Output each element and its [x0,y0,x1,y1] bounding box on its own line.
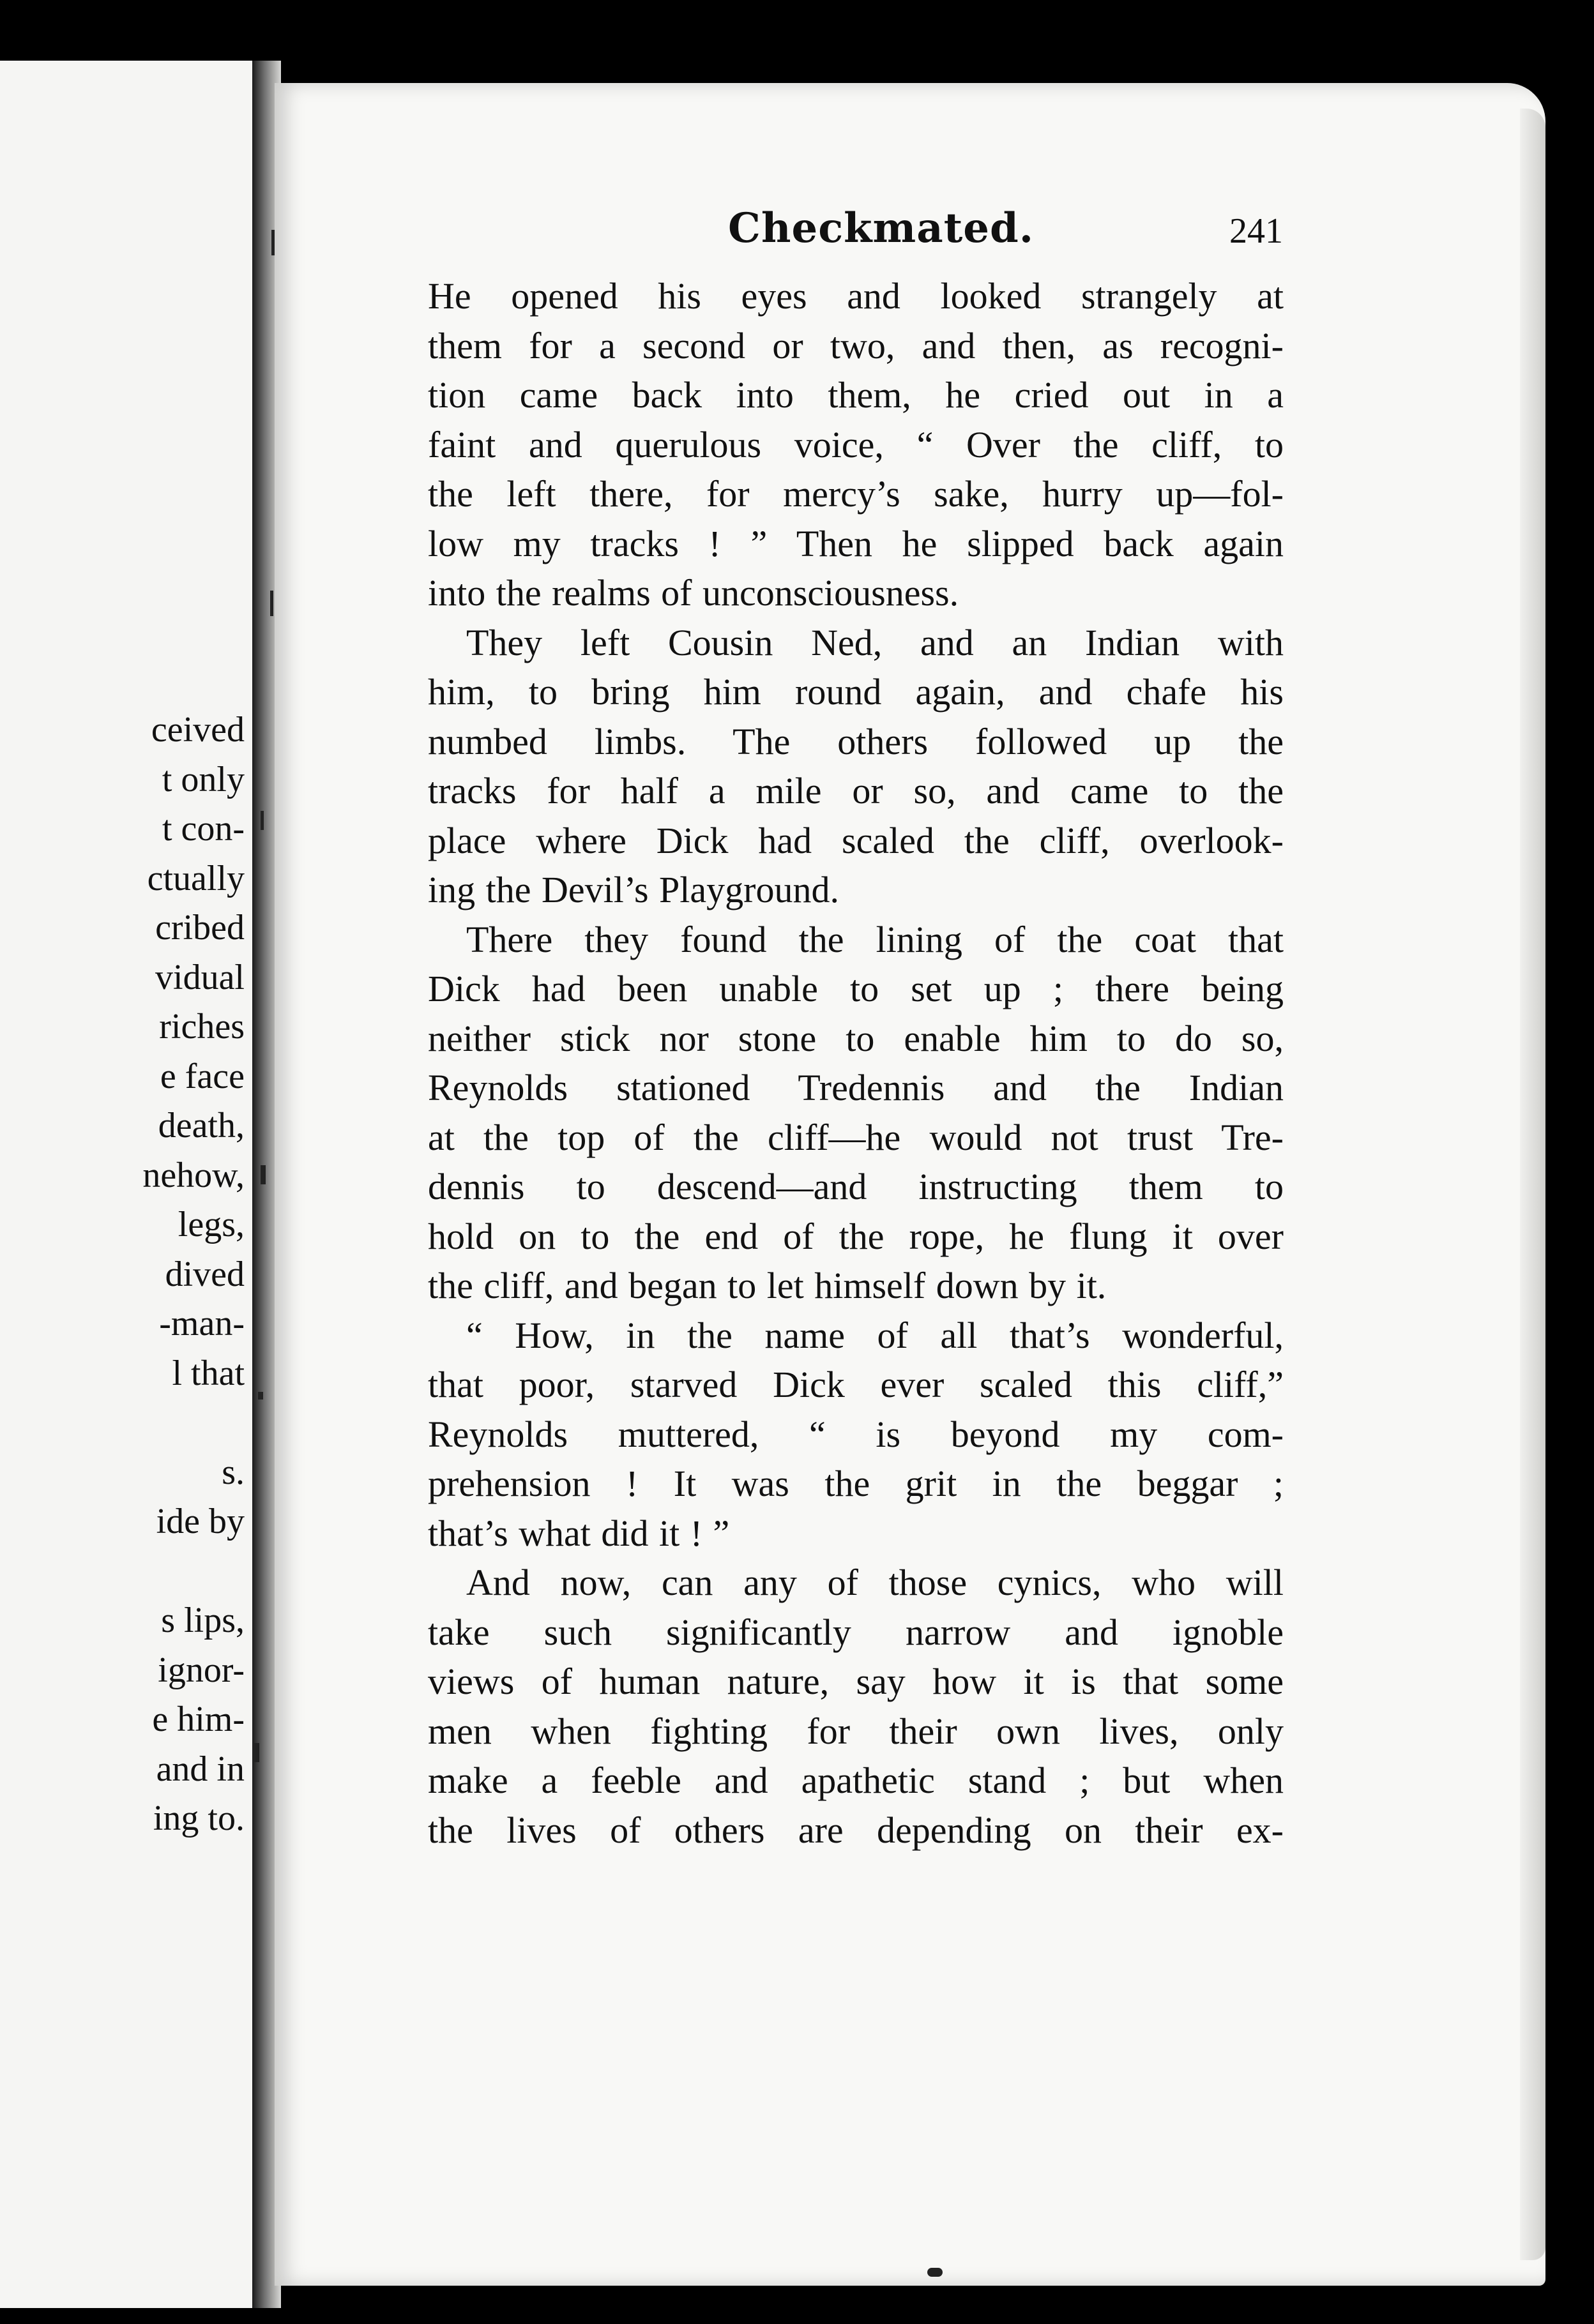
text-line: them for a second or two, and then, as recogni- [428,324,1284,366]
gutter-mark [261,1165,266,1184]
text-line: views of human nature, say how it is that some [428,1661,1284,1702]
text-line: the left there, for mercy’s sake, hurry up—fol- [428,473,1284,515]
gutter-mark [254,1743,259,1762]
left-page-line: nehow, [142,1155,245,1195]
text-line: the lives of others are depending on their ex- [428,1809,1284,1851]
left-page-line: and in [156,1749,245,1789]
left-page-line: legs, [178,1205,245,1244]
text-line: hold on to the end of the rope, he flung it over [428,1215,1284,1257]
bottom-speck [927,2268,943,2277]
left-page-line: cribed [155,908,245,947]
text-line: “ How, in the name of all that’s wonderful, [466,1314,1284,1356]
text-line: the cliff, and began to let himself down by it. [428,1265,1107,1306]
text-line: dennis to descend—and instructing them to [428,1166,1284,1207]
left-page-line: ide by [156,1502,245,1541]
left-page-line: vidual [155,957,245,997]
left-page-line: riches [159,1007,245,1046]
text-line: And now, can any of those cynics, who will [466,1562,1284,1603]
text-line: He opened his eyes and looked strangely at [428,275,1284,317]
left-page-line: s lips, [161,1601,245,1640]
left-page-line: ignor- [158,1650,245,1690]
page-number: 241 [1229,211,1283,251]
text-line: place where Dick had scaled the cliff, overlook- [428,819,1284,861]
text-line: that poor, starved Dick ever scaled this cliff,” [428,1364,1284,1405]
text-line: neither stick nor stone to enable him to do so, [428,1017,1284,1059]
gutter-mark [261,811,264,830]
text-line: tion came back into them, he cried out in a [428,374,1284,416]
left-page-line: e face [160,1056,245,1096]
left-page-line: ctually [147,858,245,898]
text-line: Reynolds muttered, “ is beyond my com- [428,1413,1284,1455]
text-line: that’s what did it ! ” [428,1512,730,1554]
left-page-line: l that [172,1353,245,1393]
text-line: ing the Devil’s Playground. [428,869,839,910]
text-line: tracks for half a mile or so, and came to the [428,770,1284,811]
text-line: Dick had been unable to set up ; there being [428,968,1284,1009]
left-facing-page [0,61,256,2308]
text-line: low my tracks ! ” Then he slipped back again [428,522,1284,564]
text-line: Reynolds stationed Tredennis and the Indian [428,1067,1284,1108]
left-page-line: ing to. [153,1799,245,1838]
body-text [428,271,1284,1855]
running-head: Checkmated. [728,204,1034,252]
gutter-mark [271,230,275,255]
gutter-mark [270,591,273,616]
left-page-line: t con- [162,809,245,849]
text-line: numbed limbs. The others followed up the [428,720,1284,762]
text-line: him, to bring him round again, and chafe his [428,671,1284,713]
left-page-line: t only [162,759,245,799]
left-page-line: dived [165,1254,245,1294]
text-line: take such significantly narrow and ignoble [428,1611,1284,1653]
text-line: make a feeble and apathetic stand ; but when [428,1760,1284,1801]
page-edge [1520,109,1545,2260]
left-page-line: ceived [151,710,245,750]
left-page-line: e him- [152,1700,245,1739]
text-line: There they found the lining of the coat that [466,918,1284,960]
text-line: faint and querulous voice, “ Over the cliff, to [428,423,1284,465]
gutter-mark [258,1392,263,1400]
text-line: into the realms of unconsciousness. [428,572,959,614]
text-line: men when fighting for their own lives, only [428,1710,1284,1752]
text-line: prehension ! It was the grit in the beggar ; [428,1463,1284,1504]
text-line: They left Cousin Ned, and an Indian with [466,621,1284,663]
left-page-line: -man- [159,1304,245,1343]
text-line: at the top of the cliff—he would not trust Tre- [428,1116,1284,1158]
left-page-line: death, [158,1106,245,1145]
left-page-line: s. [222,1452,245,1492]
